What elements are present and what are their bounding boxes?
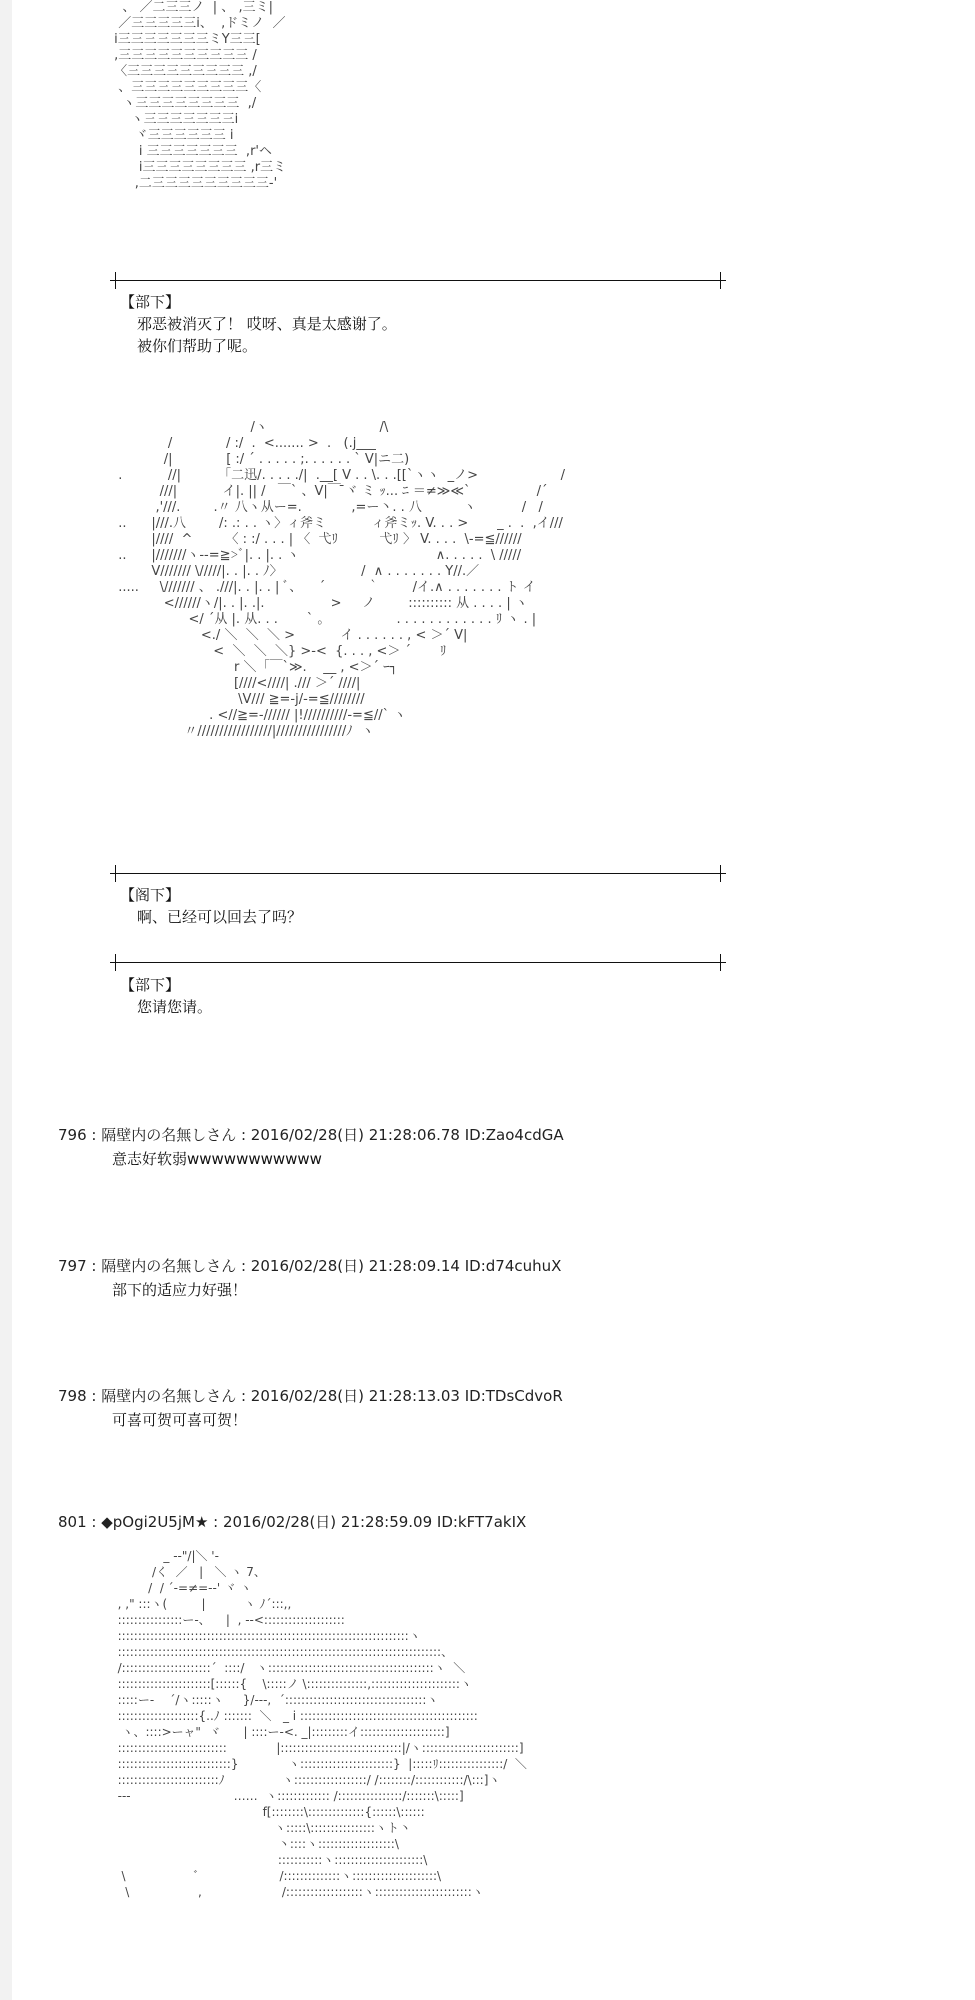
post-body-796: 意志好软弱wwwwwwwwwww — [112, 1150, 322, 1168]
speaker-label: 【阁下】 — [120, 886, 181, 904]
speaker-label: 【部下】 — [120, 293, 181, 311]
separator-cap-right — [720, 865, 721, 882]
post-header-796: 796 : 隔壁内の名無しさん : 2016/02/28(日) 21:28:06.78 ID:Zao4cdGA — [58, 1126, 564, 1144]
separator-cap-right — [720, 272, 721, 289]
post-header-797: 797 : 隔壁内の名無しさん : 2016/02/28(日) 21:28:09.14 ID:d74cuhuX — [58, 1257, 562, 1275]
dialogue-separator — [110, 873, 726, 874]
ascii-art-top: 、 ／二三三ノ | 、 ,三ミ| ／三三三三三i、 ,ドミノ ／ i三三三三三三三ミY三三[ ,三三三三三三三三三三 / 〈三三三三三三三三三 ,/ 、三三三三三三三三三〈 ヽ三三三三三三三三 ,/ ヽ三三三三三三三i ヾ三三三三三三 i i 三三三三三三三 ,r'ヘ i三三三三三三三三 ,r三ミ ,二三三三三三三三三三-' — [114, 0, 287, 191]
dialogue-line: 您请您请。 — [137, 998, 213, 1016]
ascii-art-lord: /ヽ /\ / / :/ . <....... > . (.j___ /| [ :/ ´ . . . . . ;. . . . . . ` V|ニ二) . //| 「二迅/. . . . ./| .__[ V . . \. . .[[`ヽヽ _ノ> / ///| イ|. || / ￣` 、V|￣ ̄ヾ ミ ｯ... ﾆ ＝≠≫≪` /´ ,'///. .〃 八ヽ从ー=. ,=ー丶. . 八 ヽ / / .. |///.八 /: .: . . ヽ〉ィ斧ミ ィ斧ミｯ. V. . . > _ . . ,イ/// |//// ^ 〈 : :/ . . . | 〈 弋ﾘ 弋ﾘ 〉 V. . . . \-=≦////// .. |///////ヽ--=≧>ﾞ|. . |. . ヽ ∧. . . . . \ ///// V/////// \/////|. . |. . ﾉ〉 / ∧ . . . . . . . Y//.／ ..... \/////// 、 .///|. . |. . | ﾞ、 ´ ｀ /イ.∧ . . . . . . . ト イ <//////ヽ/|. . |. .|. > ノ :::::::::: 从 . . . . | ヽ </ ´从 |. 从. . . ` 。 . . . . . . . . . . . . ﾘ ヽ . | <./ ＼ ＼ ＼ > イ . . . . . . , < ＞´ V| < ＼ ＼ ＼} >-< {. . . , <＞ ´ ﾘ r ＼「￣`≫. __ , <＞´ ｰ┐ [////<////| ./// ＞´ ////| \V/// ≧=-j/-=≦//////// . <//≧=-////// |!//////////-=≦//` ヽ 〃/////////////////|////////////////ﾉ ヽ — [118, 420, 566, 739]
dialogue-line: 啊、已经可以回去了吗？ — [137, 908, 303, 926]
dialogue-line: 邪恶被消灭了！ 哎呀、真是太感谢了。 — [137, 315, 397, 333]
ascii-art-bottom: _ -‐"/|＼ '- /く ／ | ＼ ヽ 7、 / / ´‐=≠=-‐' ヾ ヽ , ," :::ヽ( | ヽ ﾉ´:::,, ::::::::::::::::ー-、 | , --<:::::::::::::::::::: ::::::::::::::::::::::::::::::::::::::::::::::::::::::::::::::::::::::::ヽ ::::::::::::::::::::::::::::::::::::::::::::::::::::::::::::::::::::::::::::::::、 /::::::::::::::::::::::´ ::::/ ヽ:::::::::::::::::::::::::::::::::::::::::ヽ ＼ :::::::::::::::::::::::[::::::{ \:::::ノ \:::::::::::::::,::::::::::::::::::::::ヽ :::::ー- ´/ヽ:::::ヽ }/---, ´:::::::::::::::::::::::::::::::::::ヽ ::::::::::::::::::::{..ﾉ ::::::: ＼ _ i :::::::::::::::::::::::::::::::::::::::::::: ヽ、::::>ーャ" ヾ | ::::ー-<. _|:::::::::イ:::::::::::::::::::::] ::::::::::::::::::::::::::: |::::::::::::::::::::::::::::::|/ヽ::::::::::::::::::::::::] ::::::::::::::::::::::::::::} ヽ:::::::::::::::::::::::} |:::::ﾘ::::::::::::::::/ ＼ :::::::::::::::::::::::::ﾉ ヽ::::::::::::::::::/ /::::::::/::::::::::::/\:::]ヽ --- …… ヽ::::::::::::: /::::::::::::::::/:::::::\:::::] f[::::::::\::::::::::::::{::::::\:::::: ヽ:::::\::::::::::::::::ヽト丶 丶::::ヽ:::::::::::::::::::\ :::::::::::ヽ::::::::::::::::::::::\ \ ﾞ /::::::::::::::ヽ:::::::::::::::::::::\ \ , /:::::::::::::::::::ヽ::::::::::::::::::::::::ヽ — [117, 1549, 527, 1899]
post-body-797: 部下的适应力好强！ — [112, 1281, 248, 1299]
separator-cap-left — [115, 865, 116, 882]
dialogue-separator — [110, 280, 726, 281]
post-body-798: 可喜可贺可喜可贺！ — [112, 1411, 248, 1429]
speaker-label: 【部下】 — [120, 976, 181, 994]
left-margin-strip — [0, 0, 12, 2000]
dialogue-line: 被你们帮助了呢。 — [137, 337, 258, 355]
post-header-798: 798 : 隔壁内の名無しさん : 2016/02/28(日) 21:28:13.03 ID:TDsCdvoR — [58, 1387, 563, 1405]
separator-cap-right — [720, 954, 721, 971]
separator-cap-left — [115, 272, 116, 289]
dialogue-separator — [110, 962, 726, 963]
separator-cap-left — [115, 954, 116, 971]
post-header-801: 801 : ◆pOgi2U5jM★ : 2016/02/28(日) 21:28:59.09 ID:kFT7akIX — [58, 1513, 527, 1531]
